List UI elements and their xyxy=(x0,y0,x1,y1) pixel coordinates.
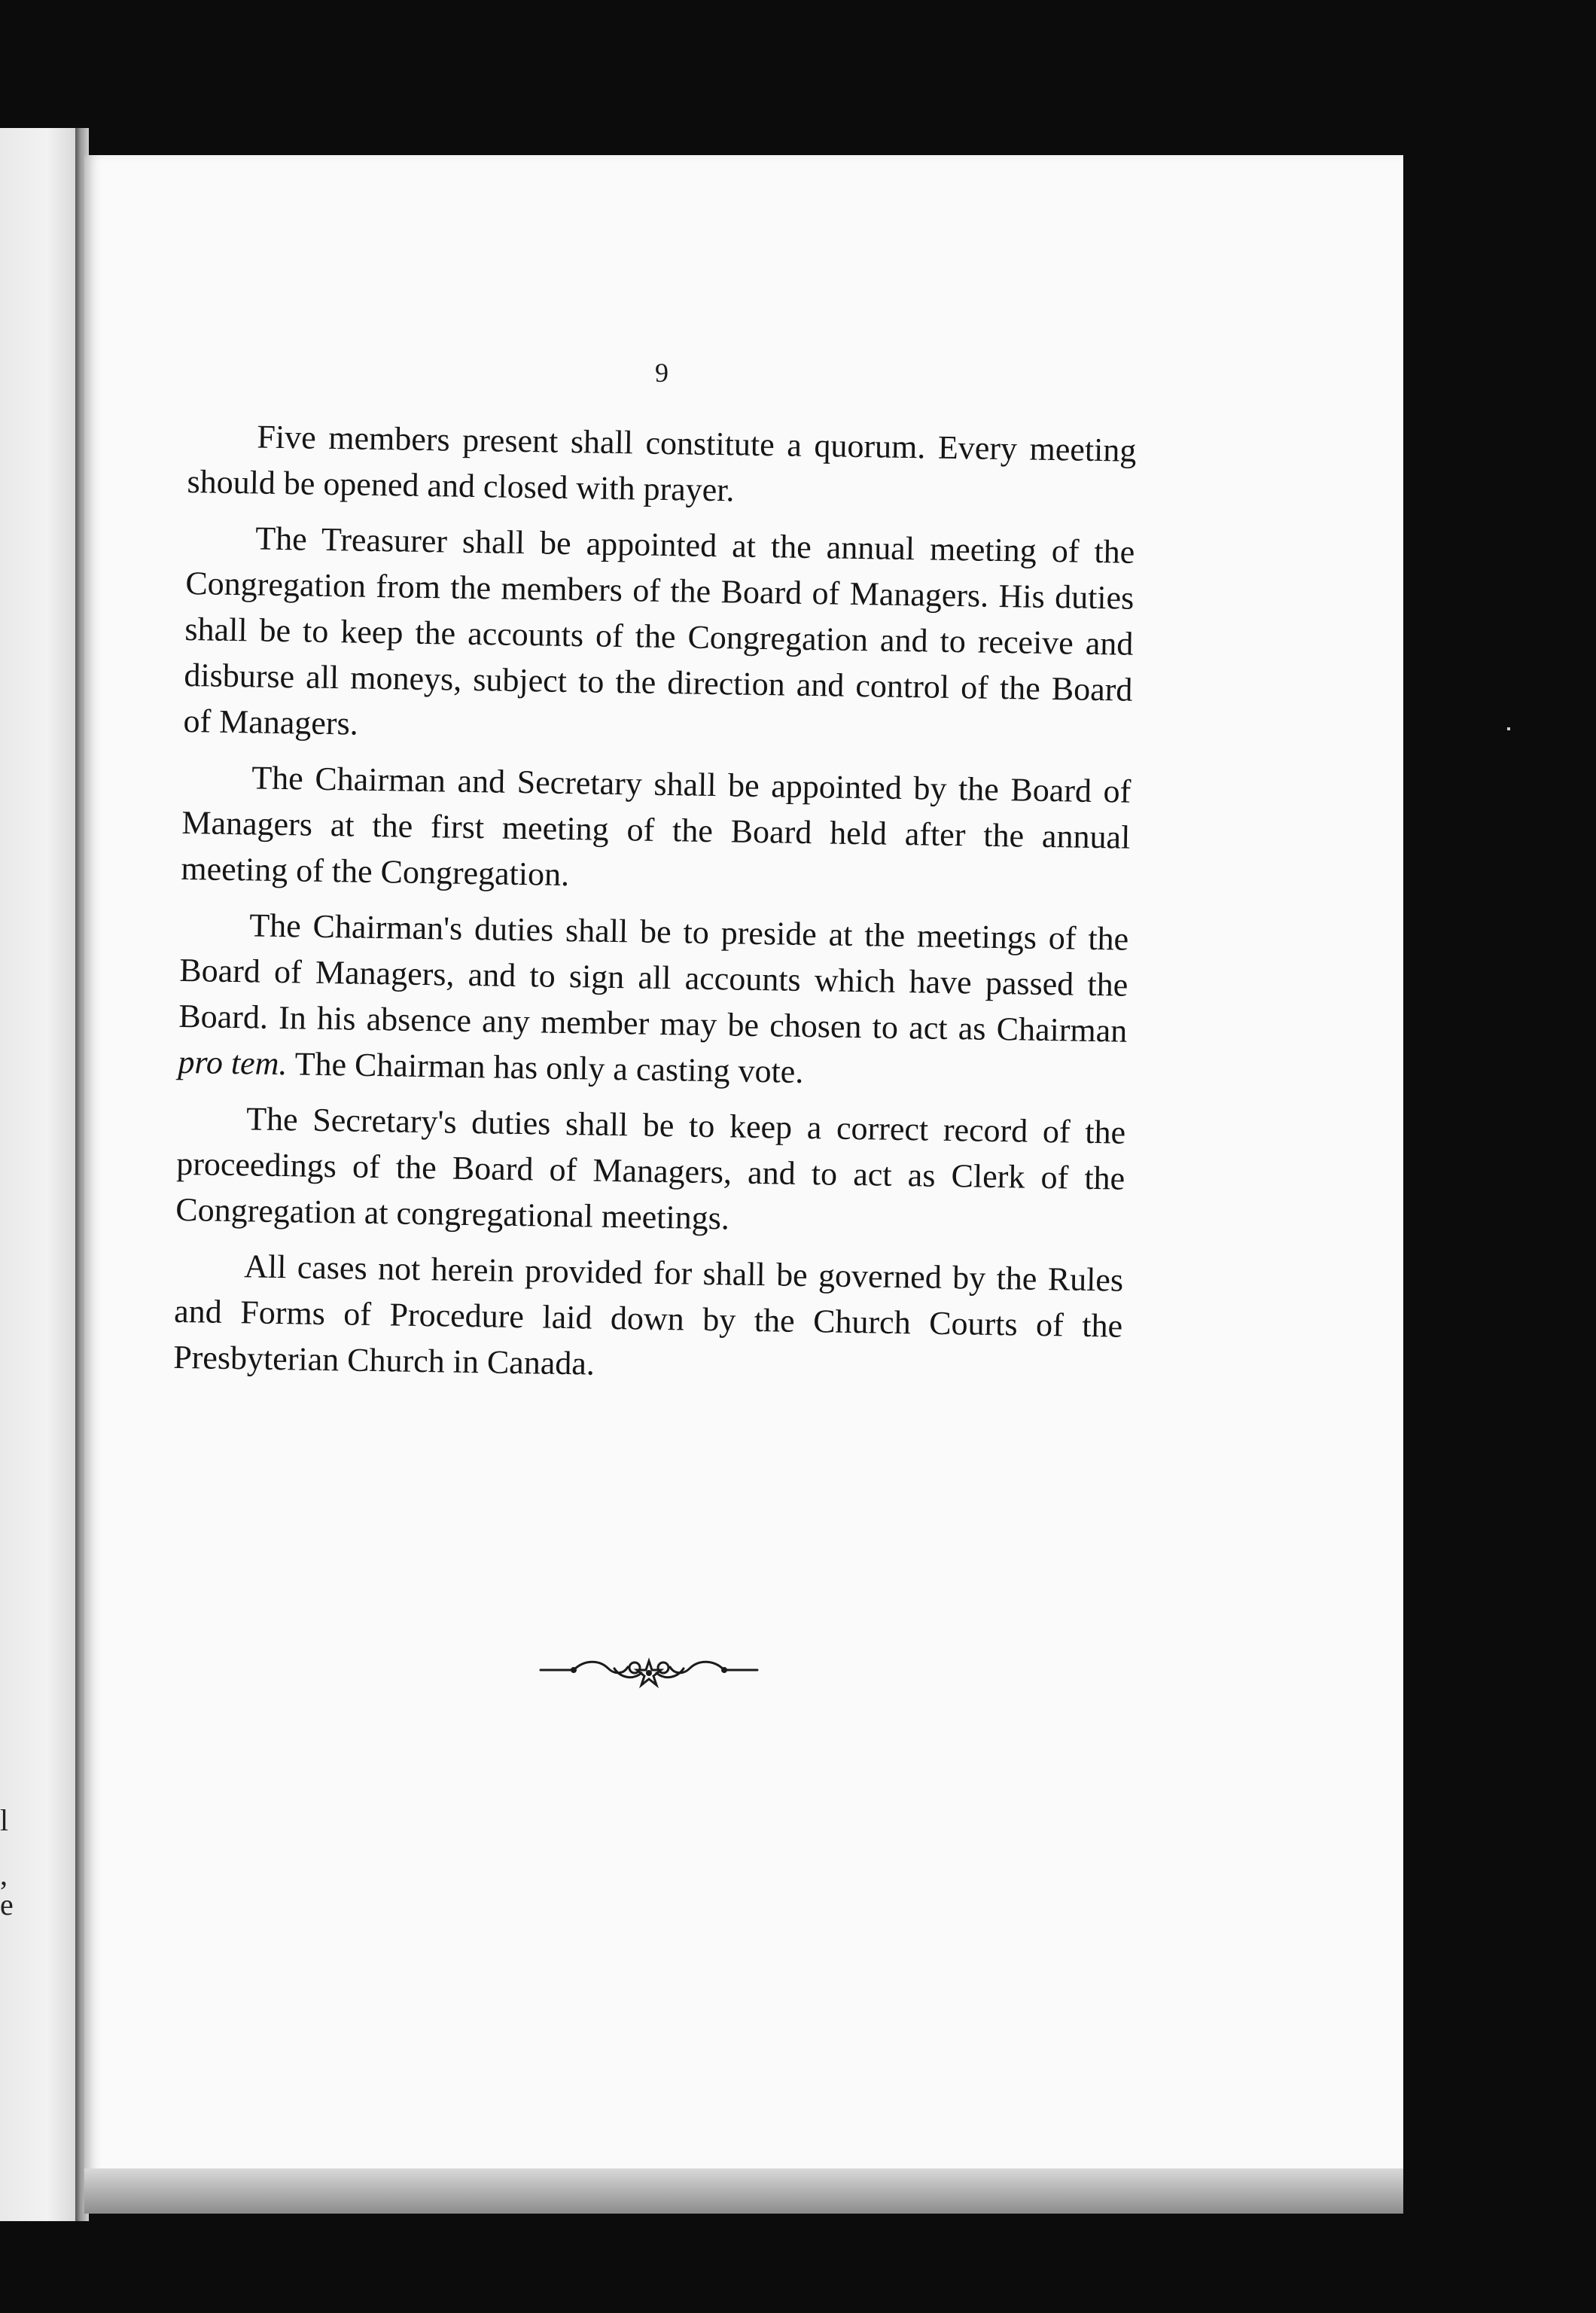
previous-page-edge xyxy=(0,128,78,2221)
paragraph: The Chairman's duties shall be to preside at the meetings of the Board of Managers, and to sign all accounts which have passed the Board. In his absence any member may be chosen to act as Chairman pro tem. The Chairman has only a casting vote. xyxy=(178,907,1129,1090)
paragraph: The Chairman and Secretary shall be appointed by the Board of Managers at the first meeting of the Board held after the annual meeting of the Congregation. xyxy=(181,759,1132,894)
paragraph: All cases not herein provided for shall be governed by the Rules and Forms of Procedure laid down by the Church Courts of the Presbyterian Church in Canada. xyxy=(172,1248,1124,1382)
page-number: 9 xyxy=(655,358,669,388)
previous-page-char: l xyxy=(0,1803,9,1837)
printer-ornament-icon xyxy=(539,1655,759,1690)
paragraph: The Treasurer shall be appointed at the annual meeting of the Congregation from the members of the Board of Managers. His duties shall be to keep the accounts of the Congregation and to receive and disburse all moneys, subject to the direction and control of the Board of Managers. xyxy=(183,520,1135,742)
page-bottom-shadow xyxy=(84,2168,1403,2214)
paragraph: The Secretary's duties shall be to keep a correct record of the proceedings of the Board of Managers, and to act as Clerk of the Congregation at congregational meetings. xyxy=(175,1100,1126,1237)
paper-speck xyxy=(1507,727,1510,730)
page-body-text xyxy=(173,413,1137,1405)
italic-phrase: pro tem. xyxy=(178,1043,288,1083)
previous-page-char: e xyxy=(0,1888,14,1921)
paragraph: Five members present shall constitute a quorum. Every meeting should be opened and closed with prayer. xyxy=(187,418,1137,509)
previous-page-char: , xyxy=(0,1857,8,1891)
